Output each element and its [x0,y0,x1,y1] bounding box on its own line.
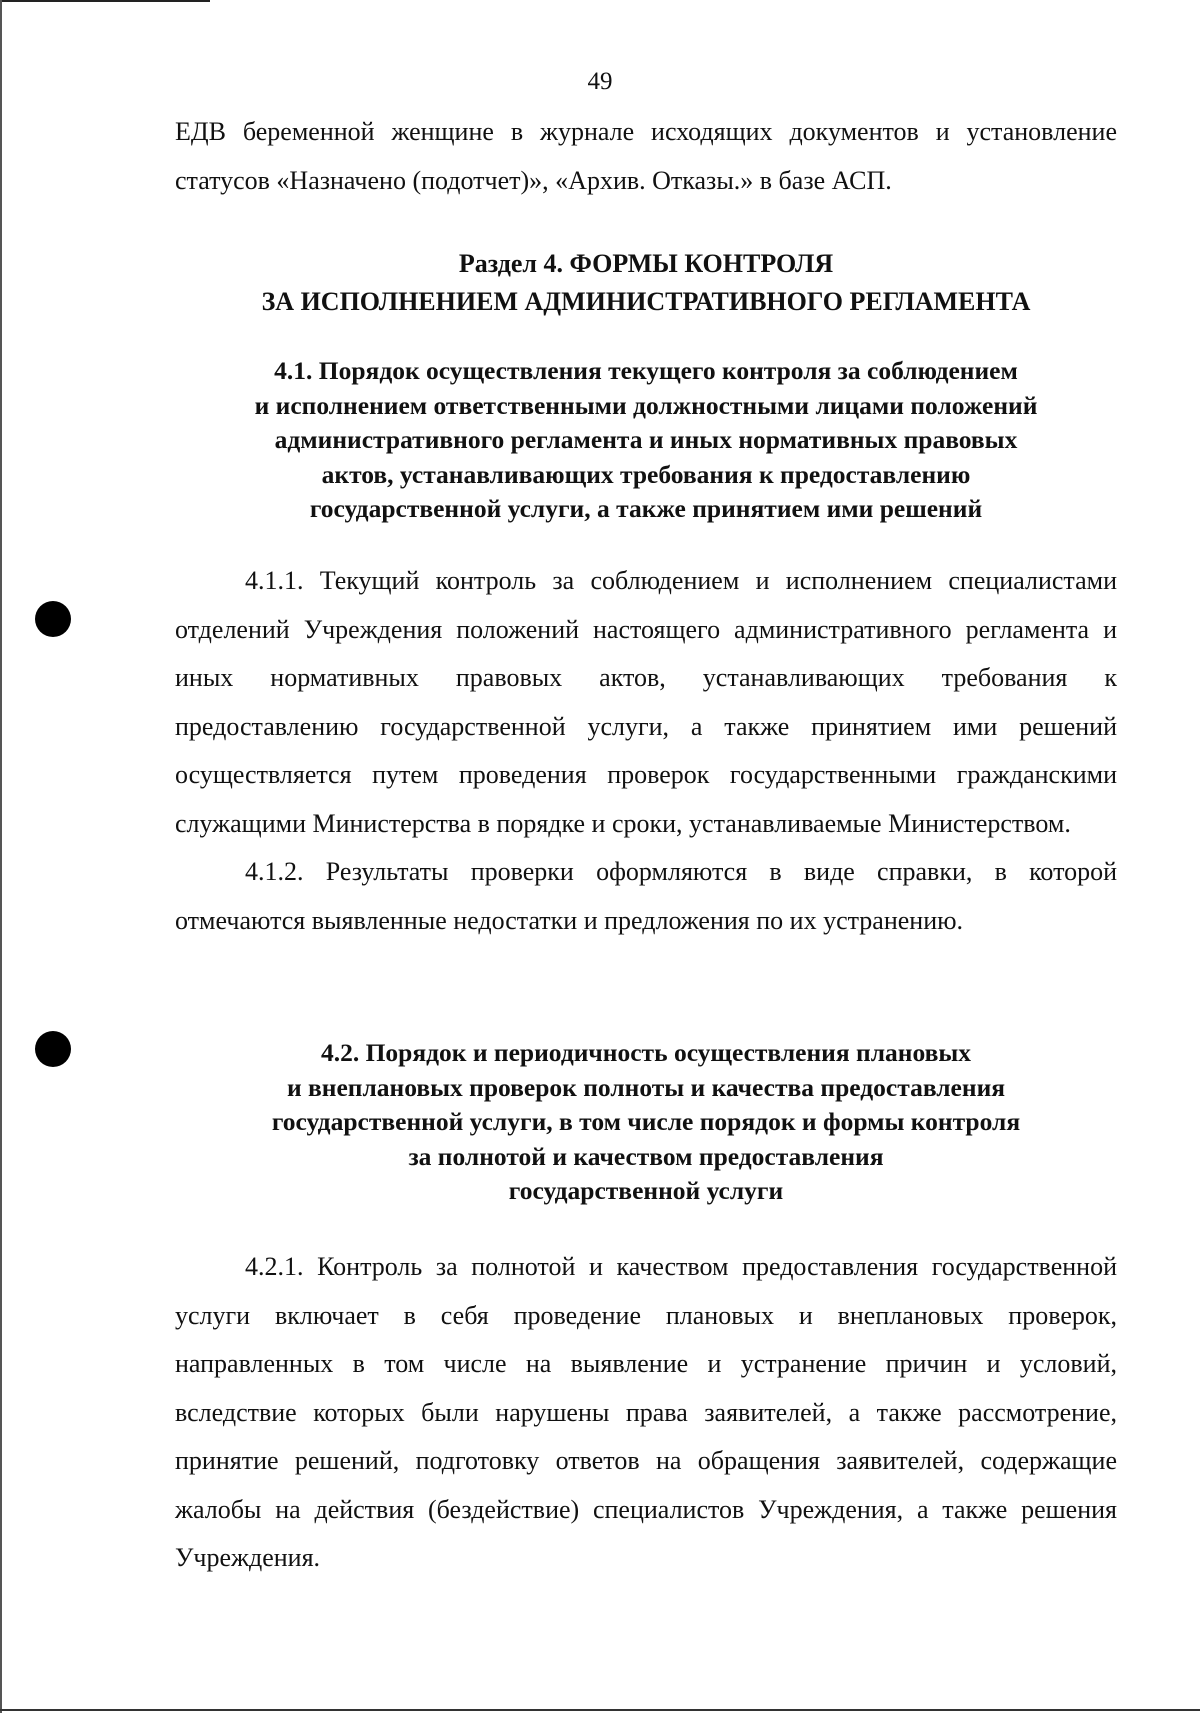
subsection-4-2-heading [175,1036,1117,1209]
heading-4-2-line: 4.2. Порядок и периодичность осуществления плановых [320,1038,972,1067]
heading-4-1-line: актов, устанавливающих требования к предоставлению [321,459,971,489]
paragraph-4-2-1: 4.2.1. Контроль за полнотой и качеством предоставления государственной услуги включает в себя проведение плановых и внеплановых проверок, направленных в том числе на выявление и устранение причин и условий, вследствие которых были нарушены права заявителей, а также рассмотрение, принятие решений, подготовку ответов на обращения заявителей, содержащие жалобы на действия (бездействие) специалистов Учреждения, а также решения Учреждения. [175,1252,1117,1572]
heading-4-2-line: государственной услуги [508,1176,784,1205]
scan-edge-left [0,0,2,1713]
punch-hole-lower [35,1031,71,1067]
subsection-4-2-body [175,1243,1117,1583]
page-number: 49 [587,68,613,95]
heading-4-2-line: за полнотой и качеством предоставления [408,1141,884,1171]
heading-4-2-line: государственной услуги, в том числе порядок и формы контроля [271,1107,1021,1136]
heading-4-1-line: государственной услуги, а также принятием ими решений [309,494,983,523]
paragraph-4-1-2: 4.1.2. Результаты проверки оформляются в виде справки, в которой отмечаются выявленные недостатки и предложения по их устранению. [175,857,1117,935]
section-4-title-line1: Раздел 4. ФОРМЫ КОНТРОЛЯ [458,249,834,278]
heading-4-1-line: и исполнением ответственными должностными лицами положений [254,390,1038,420]
heading-4-2-line: и внеплановых проверок полноты и качества предоставления [286,1072,1006,1102]
subsection-4-1-body [175,557,1117,945]
section-4-title [175,245,1117,321]
scan-edge-top [0,0,210,2]
paragraph-4-1-1: 4.1.1. Текущий контроль за соблюдением и исполнением специалистами отделений Учреждения положений настоящего административного регламента и иных нормативных правовых актов, устанавливающих требования к предоставлению государственной услуги, а также принятием ими решений осуществляется путем проведения проверок государственными гражданскими служащими Министерства в порядке и сроки, устанавливаемые Министерством. [175,566,1117,838]
heading-4-1-line: 4.1. Порядок осуществления текущего контроля за соблюдением [274,356,1018,385]
section-4-title-line2: ЗА ИСПОЛНЕНИЕМ АДМИНИСТРАТИВНОГО РЕГЛАМЕНТА [261,287,1031,316]
intro-paragraph-block [175,108,1117,205]
scan-edge-bottom [0,1709,1200,1711]
intro-paragraph: ЕДВ беременной женщине в журнале исходящих документов и установление статусов «Назначено (подотчет)», «Архив. Отказы.» в базе АСП. [175,117,1117,195]
subsection-4-1-heading [175,354,1117,527]
heading-4-1-line: административного регламента и иных нормативных правовых [274,425,1018,454]
punch-hole-upper [35,601,71,637]
